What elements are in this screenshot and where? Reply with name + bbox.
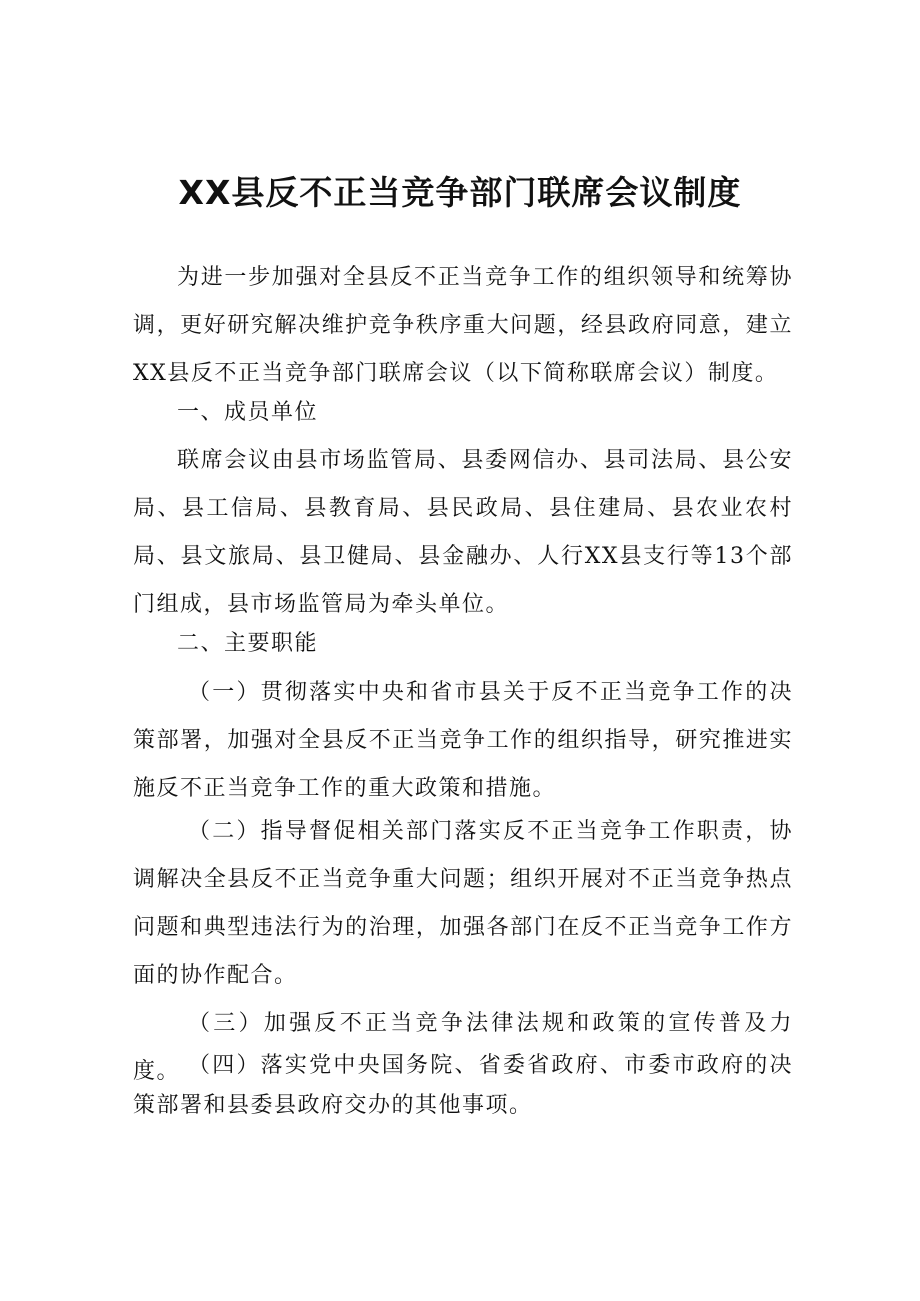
document-title: XX县反不正当竞争部门联席会议制度 (178, 173, 742, 212)
function-item-1: （一）贯彻落实中央和省市县关于反不正当竞争工作的决策部署，加强对全县反不正当竞争工作的组织指导，研究推进实施反不正当竞争工作的重大政策和措施。 (133, 680, 793, 801)
section-heading-functions: 二、主要职能 (177, 631, 319, 656)
section-heading-members: 一、成员单位 (177, 400, 319, 425)
function-item-2: （二）指导督促相关部门落实反不正当竞争工作职责，协调解决全县反不正当竞争重大问题；组织开展对不正当竞争热点问题和典型违法行为的治理，加强各部门在反不正当竞争工作方面的协作配合。 (133, 819, 793, 988)
function-item-3: （三）加强反不正当竞争法律法规和政策的宣传普及力度。 (133, 1011, 793, 1084)
intro-paragraph: 为进一步加强对全县反不正当竞争工作的组织领导和统筹协调，更好研究解决维护竞争秩序重大问题，经县政府同意，建立XX县反不正当竞争部门联席会议（以下简称联席会议）制度。 (133, 265, 793, 386)
function-item-4: （四）落实党中央国务院、省委省政府、市委市政府的决策部署和县委县政府交办的其他事项。 (133, 1053, 793, 1118)
members-paragraph: 联席会议由县市场监管局、县委网信办、县司法局、县公安局、县工信局、县教育局、县民政局、县住建局、县农业农村局、县文旅局、县卫健局、县金融办、人行XX县支行等13个部门组成，县市场监管局为牵头单位。 (133, 448, 793, 617)
